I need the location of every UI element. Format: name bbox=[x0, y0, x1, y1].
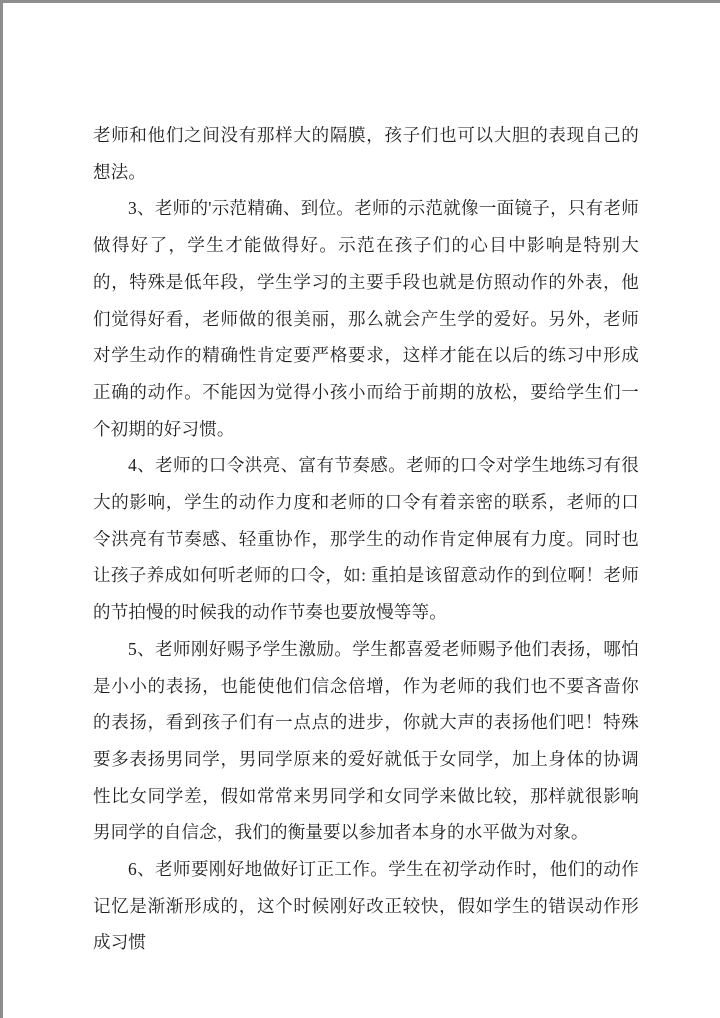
paragraph: 5、老师刚好赐予学生激励。学生都喜爱老师赐予他们表扬，哪怕是小小的表扬，也能使他们信念倍增，作为老师的我们也不要吝啬你的表扬，看到孩子们有一点点的进步，你就大声的表扬他们吧！特殊要多表扬男同学，男同学原来的爱好就低于女同学，加上身体的协调性比女同学差，假如常常来男同学和女同学来做比较，那样就很影响男同学的自信念，我们的衡量要以参加者本身的水平做为对象。 bbox=[93, 638, 639, 843]
paragraph: 3、老师的'示范精确、到位。老师的示范就像一面镜子，只有老师做得好了，学生才能做得好。示范在孩子们的心目中影响是特别大的，特殊是低年段，学生学习的主要手段也就是仿照动作的外表，他们觉得好看，老师做的很美丽，那么就会产生学的爱好。另外，老师对学生动作的精确性肯定要严格要求，这样才能在以后的练习中形成正确的动作。不能因为觉得小孩小而给于前期的放松，要给学生们一个初期的好习惯。 bbox=[93, 198, 639, 439]
paragraph: 老师和他们之间没有那样大的隔膜，孩子们也可以大胆的表现自己的想法。 bbox=[93, 125, 639, 182]
paragraph: 4、老师的口令洪亮、富有节奏感。老师的口令对学生地练习有很大的影响，学生的动作力度和老师的口令有着亲密的联系，老师的口令洪亮有节奏感、轻重协作，那学生的动作肯定伸展有力度。同时也让孩子养成如何听老师的口令，如: 重拍是该留意动作的到位啊！老师的节拍慢的时候我的动作节奏也要放慢等等。 bbox=[93, 455, 639, 623]
document-body bbox=[3, 3, 720, 961]
paragraph: 6、老师要刚好地做好订正工作。学生在初学动作时，他们的动作记忆是渐渐形成的，这个时候刚好改正较快，假如学生的错误动作形成习惯 bbox=[93, 859, 639, 953]
